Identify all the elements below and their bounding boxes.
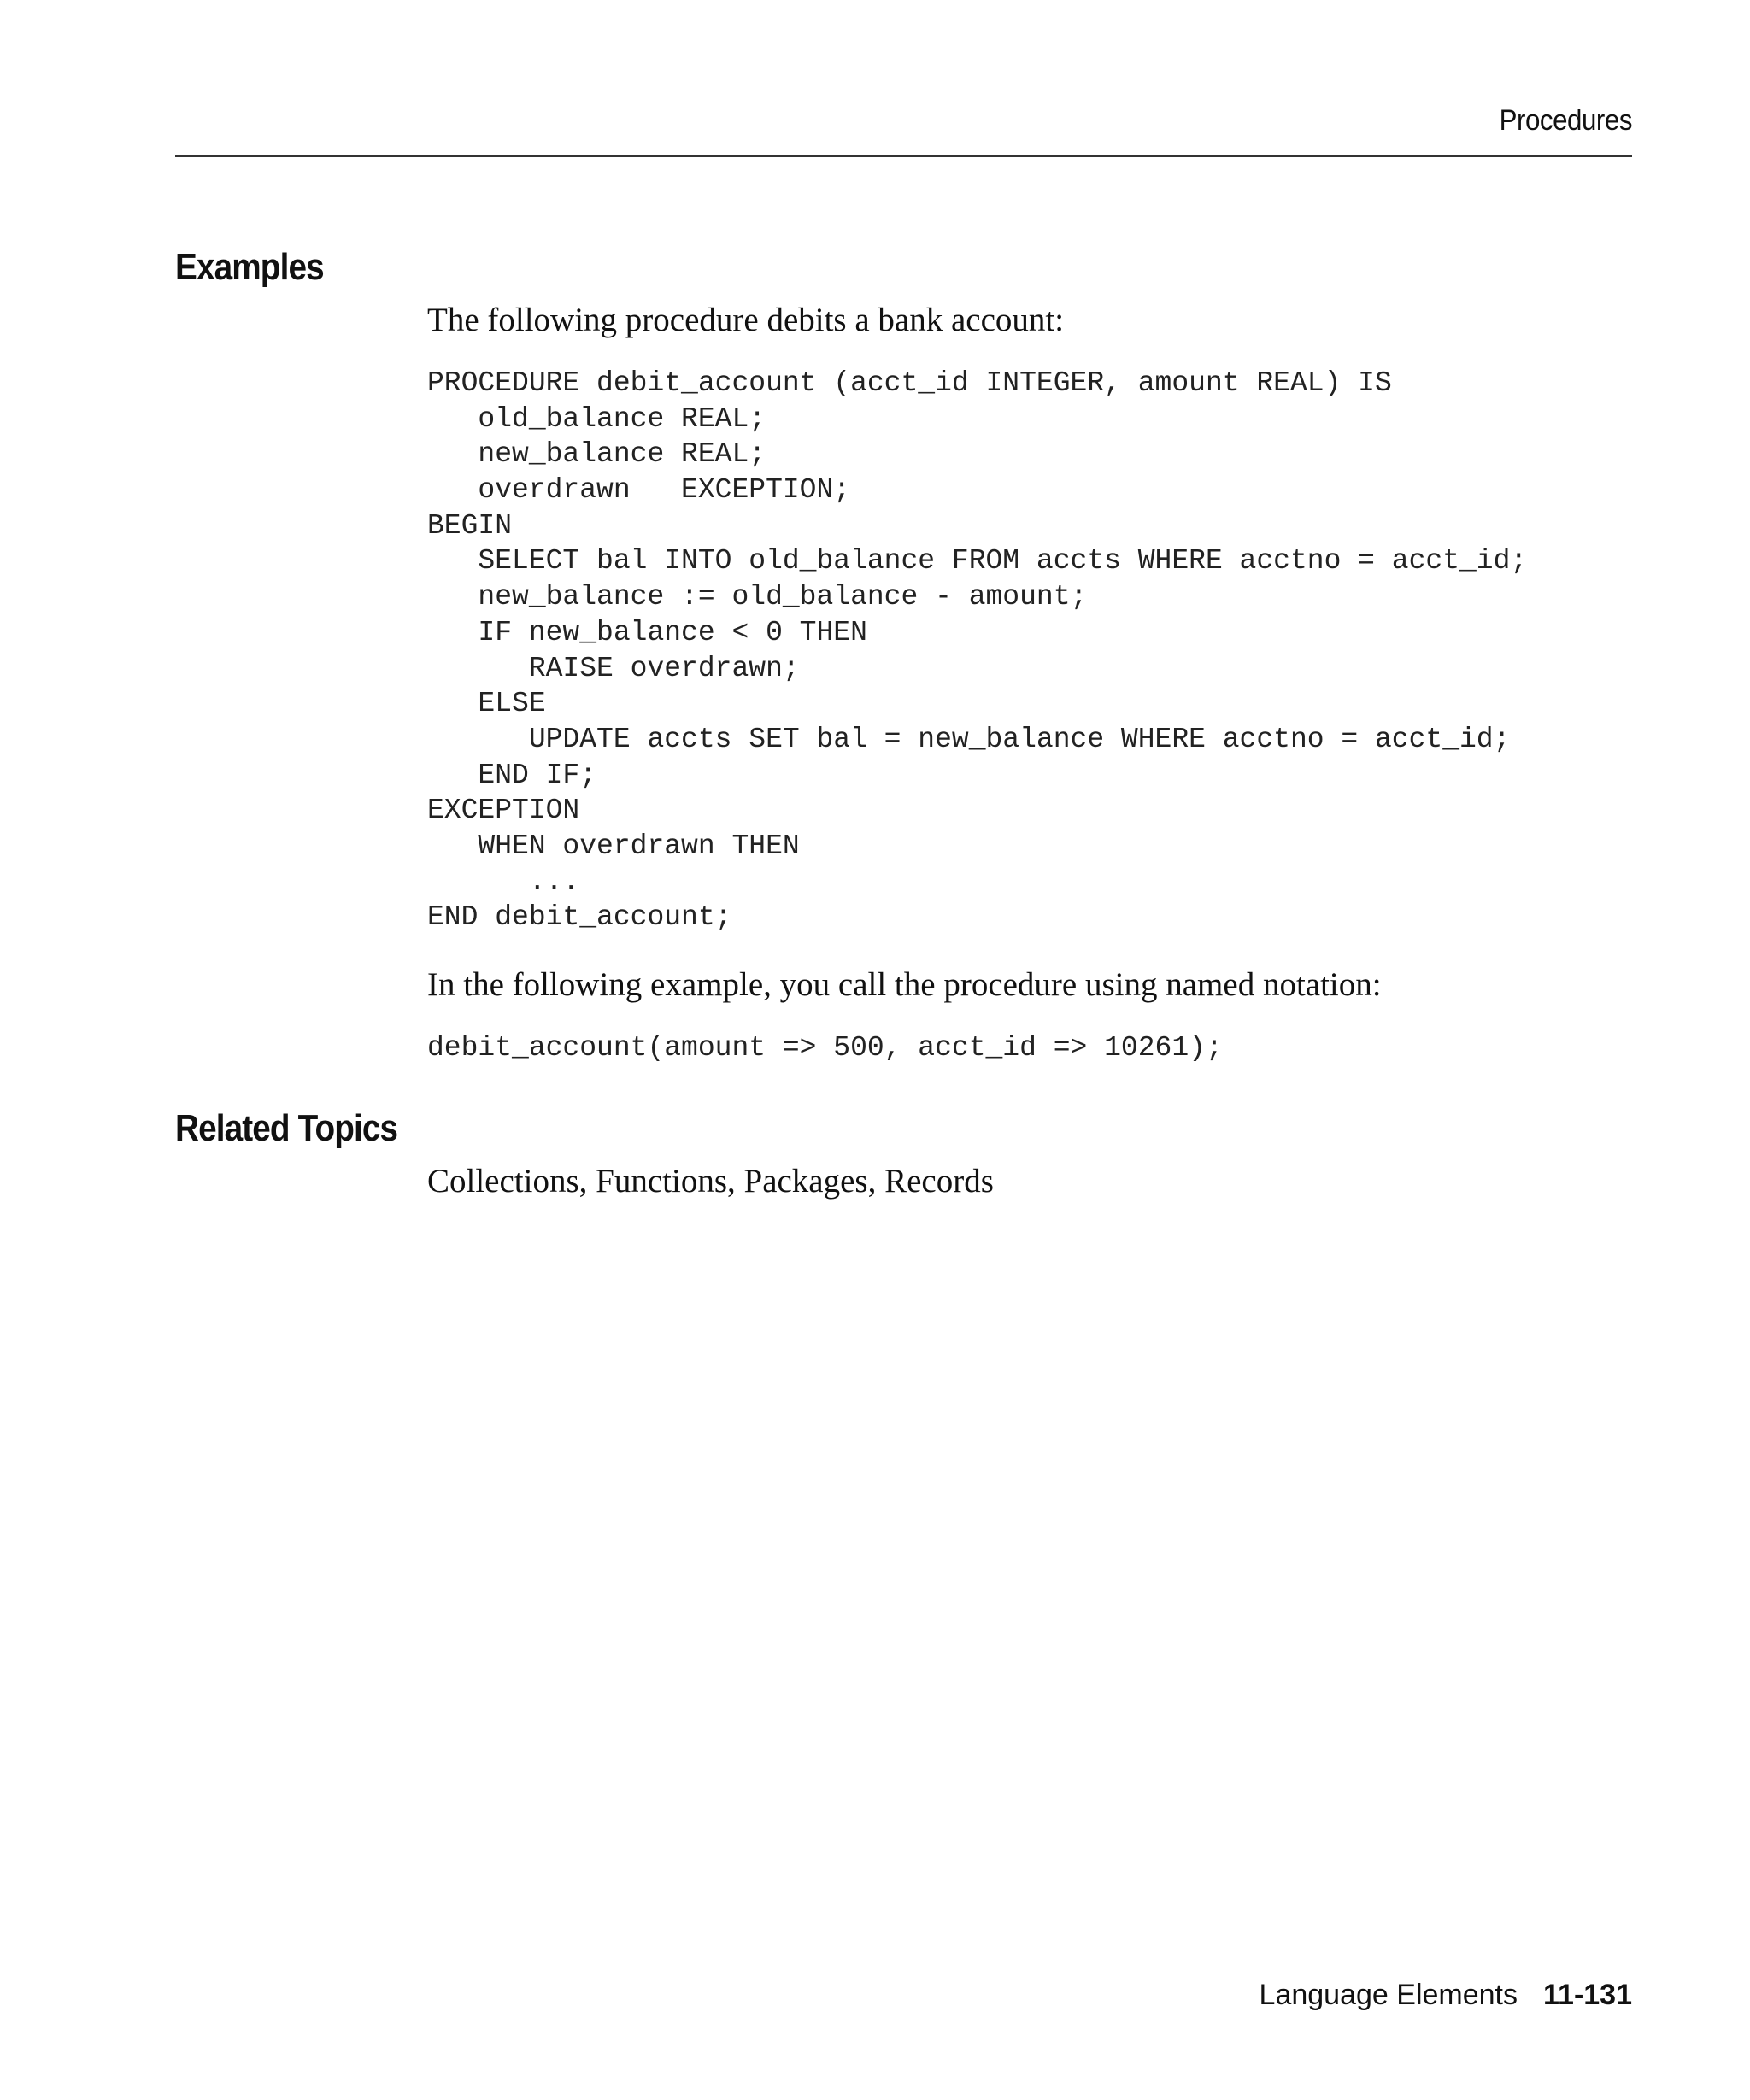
related-topics-text: Collections, Functions, Packages, Records: [427, 1163, 994, 1200]
code-line: RAISE overdrawn;: [427, 652, 800, 684]
code-line: UPDATE accts SET bal = new_balance WHERE acctno = acct_id;: [427, 723, 1511, 755]
code-line: ...: [427, 865, 580, 898]
running-header: Procedures: [1499, 104, 1632, 137]
code-line: PROCEDURE debit_account (acct_id INTEGER, amount REAL) IS: [427, 367, 1392, 399]
code-line: IF new_balance < 0 THEN: [427, 616, 867, 648]
examples-heading: Examples: [175, 246, 324, 288]
code-line: old_balance REAL;: [427, 402, 766, 435]
code-line: WHEN overdrawn THEN: [427, 830, 800, 862]
code-line: ELSE: [427, 688, 546, 720]
named-notation-intro: In the following example, you call the procedure using named notation:: [427, 966, 1382, 1003]
footer-page-number: 11-131: [1543, 1979, 1632, 2011]
code-line: SELECT bal INTO old_balance FROM accts WHERE acctno = acct_id;: [427, 545, 1528, 578]
code-line: BEGIN: [427, 509, 513, 542]
code-line: new_balance REAL;: [427, 438, 766, 471]
code-line: new_balance := old_balance - amount;: [427, 581, 1088, 613]
code-line: END IF;: [427, 759, 597, 791]
header-rule: [175, 155, 1632, 157]
code-line: EXCEPTION: [427, 795, 580, 827]
procedure-code-block: [427, 366, 1527, 936]
code-line: debit_account(amount => 500, acct_id => 10261);: [427, 1032, 1223, 1064]
footer-chapter: Language Elements: [1259, 1979, 1518, 2011]
code-line: overdrawn EXCEPTION;: [427, 474, 851, 507]
code-line: END debit_account;: [427, 901, 732, 934]
related-topics-heading: Related Topics: [175, 1107, 398, 1149]
examples-intro: The following procedure debits a bank account:: [427, 302, 1065, 338]
call-code-block: [427, 1030, 1223, 1066]
page-footer: [175, 1979, 1632, 2012]
